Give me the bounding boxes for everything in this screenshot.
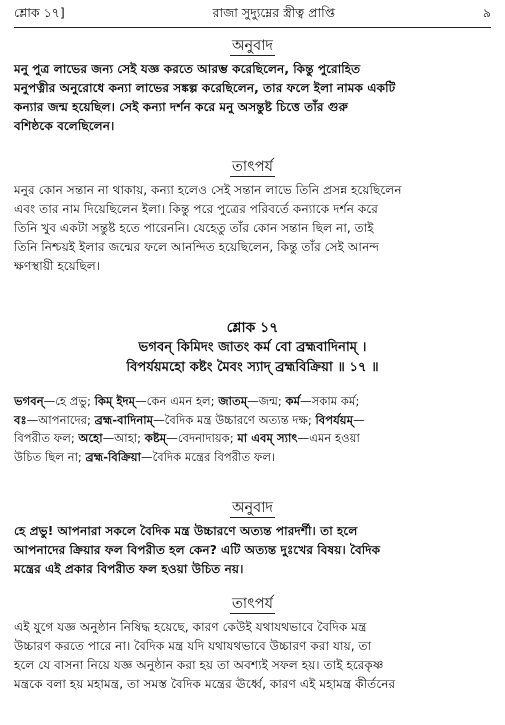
header-verse-ref: শ্লোক ১৭]: [14, 5, 65, 20]
text-line: এই যুগে যজ্ঞ অনুষ্ঠান নিষিদ্ধ হয়েছে, কারণ কেউই যথাযথভাবে বৈদিক মন্ত্র: [14, 620, 367, 634]
text-line: তিনি খুব একটা সন্তুষ্ট হতে পারেননি। যেহেতু তাঁর কোন সন্তান ছিল না, তাই: [14, 221, 374, 235]
translation-section: [14, 498, 491, 579]
synonym-meaning: —সকাম কর্ম;: [300, 394, 360, 408]
text-line: বশিষ্ঠকে বলেছিলেন।: [14, 119, 115, 133]
section-heading: অনুবাদ: [231, 500, 274, 516]
running-header: [14, 4, 491, 26]
text-line: উচ্চারণ করতে পারে না। বৈদিক মন্ত্র যদি যথাযথভাবে উচ্চারণ করা যায়, তা: [14, 639, 372, 653]
verse-line: ভগবন্ কিমিদং জাতং কর্ম বো ব্রহ্মবাদিনাম্ ।: [138, 340, 367, 355]
text-line: মনু পুত্র লাভের জন্য সেই যজ্ঞ করতে আরম্ভ করেছিলেন, কিন্তু পুরোহিত: [14, 62, 361, 76]
synonym-term: কষ্টম্: [144, 431, 167, 445]
synonym-term: ব্রহ্ম-বিক্রিয়া: [85, 449, 141, 464]
text-line: হলে যে বাসনা নিয়ে যজ্ঞ অনুষ্ঠান করা হয় তা অবশ্যই সফল হয়। তাই হরেকৃষ্ণ: [14, 658, 384, 672]
synonym-meaning: উচিত ছিল না;: [14, 449, 86, 464]
synonym-meaning: —: [353, 412, 365, 427]
synonym-term: ভগবন্: [14, 394, 44, 408]
synonym-term: জাতম্: [218, 394, 248, 408]
synonym-meaning: —জন্ম;: [247, 394, 286, 408]
text-line: আপনাদের ক্রিয়ার ফল বিপরীত হল কেন? এটি অত্যন্ত দুঃখের বিষয়। বৈদিক: [14, 543, 381, 557]
header-chapter-title: রাজা সুদ্যুম্নের স্ত্রীত্ব প্রাপ্তি: [212, 5, 335, 20]
text-line: মন্ত্রকে বলা হয় মহামন্ত্র, তা সমস্ত বৈদিক মন্ত্রের ঊর্ধ্বে, কারণ এই মহামন্ত্র কীর্তনের: [14, 677, 396, 691]
synonym-term: অহো: [78, 431, 103, 445]
synonym-meaning: —এমন হওয়া: [297, 431, 360, 445]
synonyms-section: [14, 392, 491, 466]
section-heading: অনুবাদ: [231, 38, 274, 54]
synonym-term: ব্রহ্ম-বাদিনাম্: [94, 412, 154, 427]
verse-section: [14, 318, 491, 378]
text-line: তিনি নিশ্চয়ই ইলার জন্মের ফলে আনন্দিত হয়েছিলেন, কিন্তু তাঁর সেই আনন্দ: [14, 240, 380, 254]
synonym-term: কর্ম: [285, 394, 301, 408]
synonym-meaning: —কেন এমন হল;: [135, 394, 219, 408]
text-line: কন্যার জন্ম হয়েছিল। সেই কন্যা দর্শন করে মনু অসন্তুষ্ট চিত্তে তাঁর গুরু: [14, 100, 348, 114]
text-line: মনুপত্নীর অনুরোধে কন্যা লাভের সঙ্কল্প করেছিলেন, তার ফলে ইলা নামক একটি: [14, 81, 396, 95]
synonym-line: [14, 429, 491, 448]
synonym-term: মা এবম্ স্যাৎ: [237, 431, 298, 445]
purport-section: [14, 594, 491, 694]
verse-line: বিপর্যয়মহো কষ্টং মৈবং স্যাদ্ ব্রহ্মবিক্রিয়া ॥ ১৭ ॥: [126, 360, 379, 375]
synonym-meaning: —বেদনাদায়ক;: [166, 431, 238, 445]
synonym-term: বিপর্যয়ম্: [315, 412, 354, 427]
text-line: ক্ষণস্থায়ী হয়েছিল।: [14, 259, 101, 273]
verse-title: শ্লোক ১৭: [226, 320, 279, 336]
section-heading: তাৎপর্য: [231, 596, 274, 612]
text-line: হে প্রভু! আপনারা সকলে বৈদিক মন্ত্র উচ্চারণে অত্যন্ত পারদর্শী। তা হলে: [14, 524, 358, 538]
synonym-meaning: —বৈদিক মন্ত্র উচ্চারণে অত্যন্ত দক্ষ;: [153, 412, 316, 427]
synonym-term: বঃ: [14, 412, 27, 427]
page-number: ৯: [482, 5, 491, 20]
text-line: এবং তার নাম দিয়েছিলেন ইলা। কিন্তু পরে পুত্রের পরিবর্তে কন্যাকে দর্শন করে: [14, 202, 378, 216]
text-line: মনুর কোন সন্তান না থাকায়, কন্যা হলেও সেই সন্তান লাভে তিনি প্রসন্ন হয়েছিলেন: [14, 183, 402, 197]
section-heading: তাৎপর্য: [231, 159, 274, 175]
synonym-line: [14, 448, 491, 467]
synonym-line: [14, 411, 491, 430]
synonym-meaning: —হে প্রভু;: [43, 394, 95, 408]
synonym-line: [14, 392, 491, 411]
synonym-meaning: —বৈদিক মন্ত্রের বিপরীত ফল।: [141, 449, 276, 464]
purport-section: [14, 157, 491, 276]
translation-section: [14, 36, 491, 136]
text-line: মন্ত্রের এই প্রকার বিপরীত ফল হওয়া উচিত নয়।: [14, 562, 244, 576]
synonym-meaning: বিপরীত ফল;: [14, 431, 79, 445]
synonym-term: কিম্ ইদম্: [94, 394, 136, 408]
header-rule: [14, 27, 491, 28]
synonym-meaning: —আপনাদের;: [26, 412, 95, 427]
synonym-meaning: —আহা;: [102, 431, 145, 445]
